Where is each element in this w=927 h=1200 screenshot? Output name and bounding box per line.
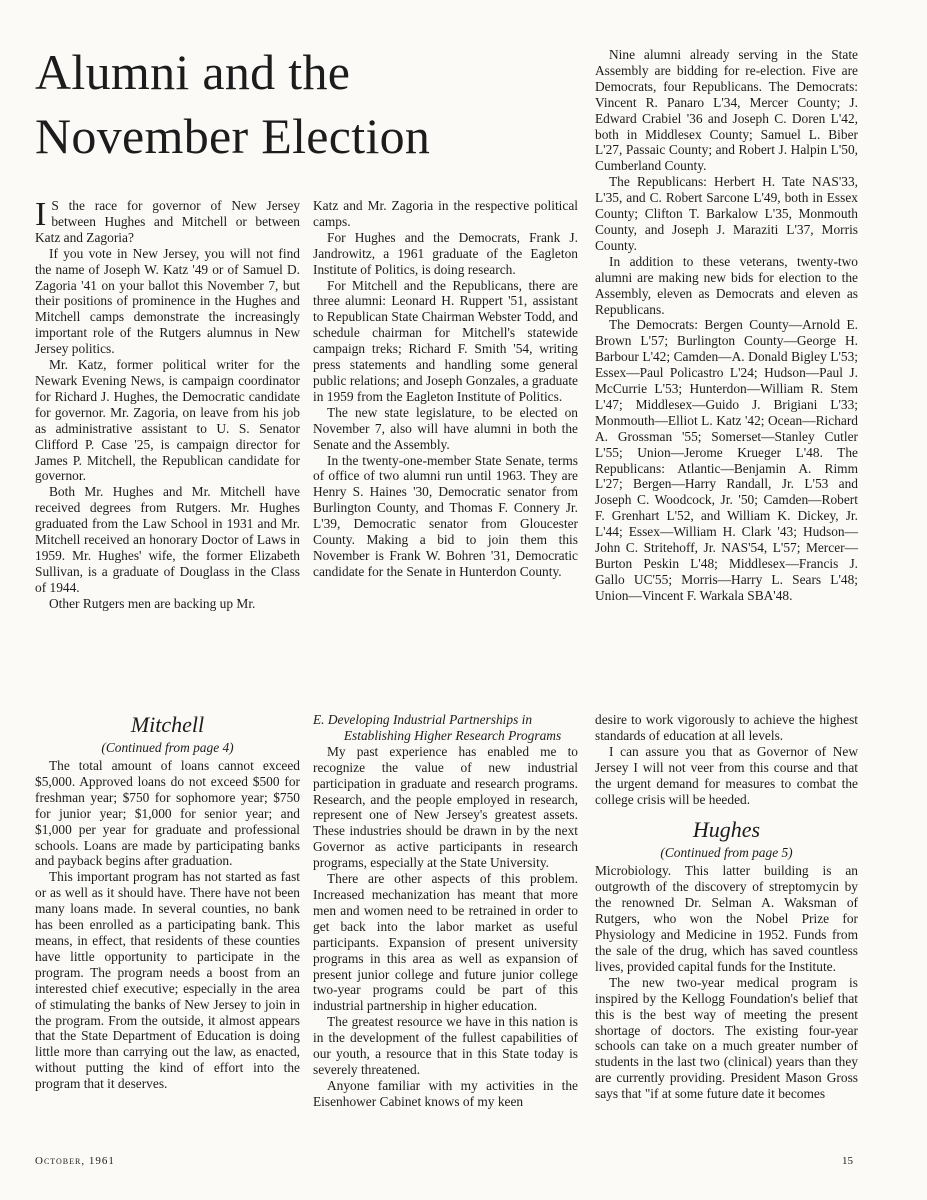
section-heading-hughes: Hughes bbox=[692, 817, 761, 843]
article-paragraph: For Hughes and the Democrats, Frank J. Jandrowitz, a 1961 graduate of the Eagleton Institute of Politics, is doing research. bbox=[313, 229, 578, 277]
article-paragraph: The Democrats: Bergen County—Arnold E. Brown L'57; Burlington County—George H. Barbour L'42; Camden—A. Donald Bigley L'53; Essex—Paul Policastro L'24; Hudson—Paul J. McCurrie L'53; Hunterdon—William R. Stem L'47; Middlesex—Guido J. Brigiani L'33; Monmouth—Elliot L. Katz '42; Ocean—Richard A. Grossman '55; Somerset—Stanley Cutler L'55; Union—Jerome Krueger L'48. The Republicans: Atlantic—Benjamin A. Rimm L'27; Bergen—Harry Randall, Jr. L'53 and Joseph C. Woodcock, Jr. '50; Camden—Robert F. Grenhart L'52, and William K. Dickey, Jr. L'44; Essex—William H. Clark '43; Hudson—John C. Stritehoff, Jr. NAS'54, L'57; Mercer—Burton Peskin L'48; Middlesex—Francis J. Gallo UC'55; Morris—Harry L. Sears L'48; Union—Vincent F. Warkala SBA'48. bbox=[595, 317, 858, 603]
article-paragraph: The total amount of loans cannot exceed $5,000. Approved loans do not exceed $500 for freshman year; $750 for sophomore year; $750 for junior year; $1,000 for senior year; and $1,000 per year for graduate and professional schools. Loans are made by participating banks and payback begins after graduation. bbox=[35, 758, 300, 869]
section-heading-mitchell: Mitchell bbox=[130, 712, 205, 737]
article-paragraph: I can assure you that as Governor of New Jersey I will not veer from this course and that the urgent demand for measures to combat the college crisis will be heeded. bbox=[595, 743, 858, 807]
page-number: 15 bbox=[842, 1155, 853, 1167]
mitchell-hughes-column bbox=[595, 712, 858, 1102]
continued-note: (Continued from page 4) bbox=[101, 740, 234, 755]
article-paragraph: The Republicans: Herbert H. Tate NAS'33, L'35, and C. Robert Sarcone L'49, both in Essex County; Clifton T. Barkalow L'35, Monmouth County, and Joseph J. Maraziti L'37, Morris County. bbox=[595, 174, 858, 253]
article-paragraph: The greatest resource we have in this nation is in the development of the fullest capabilities of our youth, a resource that in this State today is severely threatened. bbox=[313, 1014, 578, 1077]
article-paragraph: Other Rutgers men are backing up Mr. bbox=[49, 595, 256, 611]
mitchell-column-2 bbox=[313, 712, 578, 1110]
issue-date: October, 1961 bbox=[35, 1155, 115, 1167]
article-column-3 bbox=[595, 47, 858, 604]
article-paragraph: Microbiology. This latter building is an outgrowth of the discovery of streptomycin by the renowned Dr. Selman A. Waksman of Rutgers, who won the Nobel Prize for Physiology and Medicine in 1952. Funds from the sale of the drug, which has saved countless lives, provided capital funds for the Institute. bbox=[595, 863, 858, 974]
article-paragraph: This important program has not started as fast or as well as it should have. There have not been many loans made. In several counties, no bank has been enrolled as a participating bank. This means, in effect, that residents of these counties have little opportunity to participate in the program. The program needs a boost from an interested chief executive; especially in the area of stimulating the banks of New Jersey to join in the program. From the outside, it almost appears that the State Department of Education is doing little more than carrying out the law, as enacted, without putting the kind of effort into the program that it deserves. bbox=[35, 869, 300, 1092]
article-paragraph: Mr. Katz, former political writer for the Newark Evening News, is campaign coordinator for Richard J. Hughes, the Democratic candidate for governor. Mr. Zagoria, on leave from his job as administrative assistant to U. S. Senator Clifford P. Case '25, is campaign director for James P. Mitchell, the Republican candidate for governor. bbox=[35, 357, 300, 484]
subsection-heading: E. Developing Industrial Partnerships in bbox=[313, 712, 533, 727]
article-paragraph: There are other aspects of this problem. Increased mechanization has meant that more men and women need to be retrained in order to get back into the labor market as useful participants. Expansion of present university programs in this area as well as expansion of present junior college and future junior college two-year programs could be part of this industrial partnership in higher education. bbox=[313, 871, 578, 1014]
mitchell-column bbox=[35, 712, 300, 1092]
article-paragraph: Katz and Mr. Zagoria in the respective political camps. bbox=[313, 198, 578, 229]
article-paragraph: My past experience has enabled me to recognize the value of new industrial participation in graduate and research programs. Research, and the people employed in research, represent one of New Jersey's greatest assets. These industries should be drawn in by the next Governor as active participants in research programs, especially at the State University. bbox=[313, 743, 578, 871]
article-paragraph: If you vote in New Jersey, you will not find the name of Joseph W. Katz '49 or of Samuel D. Zagoria '41 on your ballot this November 7, but their positions of prominence in the Hughes and Mitchell camps demonstrate the increasingly important role of the Rutgers alumnus in New Jersey politics. bbox=[35, 245, 300, 357]
subsection-heading-line2: Establishing Higher Research Programs bbox=[343, 727, 562, 743]
article-paragraph: The new two-year medical program is inspired by the Kellogg Foundation's belief that this is the best way of meeting the present shortage of doctors. The existing four-year schools can take on a much greater number of students in the last two (clinical) years than they are currently providing. President Mason Gross says that "if at some future date it becomes bbox=[595, 974, 858, 1102]
article-paragraph: The new state legislature, to be elected on November 7, also will have alumni in both the Senate and the Assembly. bbox=[313, 404, 578, 452]
article-paragraph: In addition to these veterans, twenty-two alumni are making new bids for election to the Assembly, eleven as Democrats and eleven as Republicans. bbox=[595, 253, 858, 317]
article-column-1 bbox=[35, 198, 300, 612]
article-paragraph: Anyone familiar with my activities in the Eisenhower Cabinet knows of my keen bbox=[313, 1077, 578, 1109]
article-paragraph: Both Mr. Hughes and Mr. Mitchell have received degrees from Rutgers. Mr. Hughes graduated from the Law School in 1931 and Mr. Mitchell received an honorary Doctor of Laws in 1959. Mr. Hughes' wife, the former Elizabeth Sullivan, is a graduate of Douglass in the Class of 1944. bbox=[35, 484, 300, 595]
article-column-2 bbox=[313, 198, 578, 580]
continued-note: (Continued from page 5) bbox=[660, 845, 793, 861]
article-paragraph: I S the race for governor of New Jersey between Hughes and Mitchell or between Katz and Zagoria? bbox=[35, 196, 300, 245]
article-paragraph: In the twenty-one-member State Senate, terms of office of two alumni run until 1963. They are Henry S. Haines '30, Democratic senator from Burlington County, and Thomas F. Connery Jr. L'39, Democratic senator from Gloucester County. Making a bid to join them this November is Frank W. Bohren '31, Democratic candidate for the Senate in Hunterdon County. bbox=[313, 452, 578, 579]
article-title: Alumni and the November Election bbox=[35, 44, 431, 164]
article-paragraph: Nine alumni already serving in the State Assembly are bidding for re-election. Five are Democrats, four Republicans. The Democrats: Vincent R. Panaro L'34, Mercer County; J. Edward Crabiel '36 and Joseph C. Doren L'42, both in Middlesex County; Samuel L. Biber L'27, Passaic County; and Robert J. Halpin L'50, Cumberland County. bbox=[595, 47, 858, 174]
drop-cap: I bbox=[35, 196, 47, 233]
article-paragraph: desire to work vigorously to achieve the highest standards of education at all levels. bbox=[595, 712, 858, 743]
article-paragraph: For Mitchell and the Republicans, there are three alumni: Leonard H. Ruppert '51, assistant to Republican State Chairman Webster Todd, and schedule chairman for Mitchell's statewide campaign treks; Richard F. Smith '54, writing press statements and handling some general public relations; and Joseph Gonzales, a graduate in 1959 from the Eagleton Institute of Politics. bbox=[313, 277, 578, 404]
